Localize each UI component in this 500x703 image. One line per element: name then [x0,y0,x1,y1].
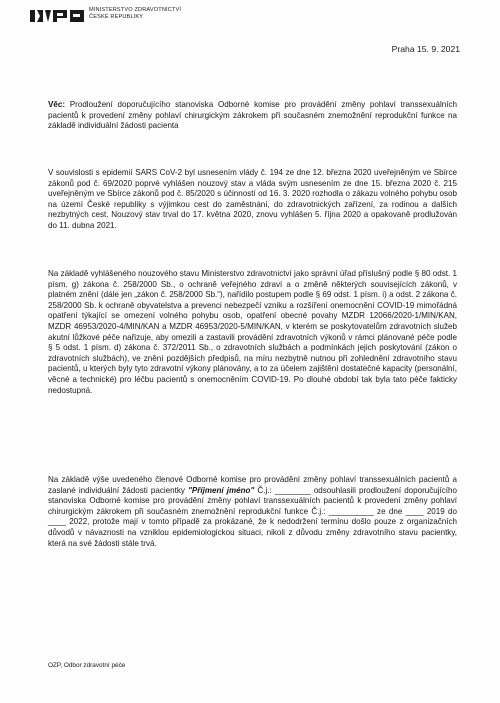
ministry-emblem-icon [30,7,85,23]
paragraph-3-part1: Na základě výše uvedeného členové Odborné komise pro provádění změny pohlaví transsexuálních pacientů a zaslané individuální žádosti pacientky [48,475,457,495]
paragraph-3-part2: Č.j.: ________ odsouhlasili prodloužení doporučujícího stanoviska Odborné komise pro provádění změny pohlaví transsexuálních pacientů k provedení změny pohlaví chirurgickým zákrokem při současném znemožnění reprodukční funkce Č.j.: __________ ze dne ____ 2019 do ____ 2022, protože mají v tomto případě za prokázané, že k nedodržení termínu došlo pouze z organizačních důvodů v návaznosti na vzniklou epidemiologickou situaci, nikoli z důvodu změny zdravotního stavu pacientky, která na své žádosti stále trvá. [48,485,457,548]
document-date: Praha 15. 9. 2021 [391,44,460,54]
ministry-name-line1: MINISTERSTVO ZDRAVOTNICTVÍ [89,7,182,13]
patient-name-placeholder: "Příjmení jméno" [188,485,255,495]
subject-block [48,100,457,132]
subject-text: Prodloužení doporučujícího stanoviska Odborné komise pro provádění změny pohlaví transsexuálních pacientů k provedení změny pohlaví chirurgickým zákrokem při současném znemožnění reprodukční funkce na základě individuální žádosti pacienta [48,100,457,131]
paragraph-3 [48,475,457,549]
ministry-name [89,7,181,21]
subject-label: Věc: [48,100,65,109]
ministry-name-line2: ČESKÉ REPUBLIKY [89,14,144,20]
footer-department: OZP, Odbor zdravotní péče [48,662,126,669]
ministry-logo [30,7,181,25]
paragraph-1: V souvislosti s epidemií SARS CoV-2 byl usnesením vlády č. 194 ze dne 12. března 2020 uveřejněným ve Sbírce zákonů pod č. 69/2020 poprvé vyhlášen nouzový stav a vláda svým usnesením ze dne 15. března 2020 č. 215 uveřejněným ve Sbírce zákonů pod č. 85/2020 s účinností od 16. 3. 2020 rozhodla o zákazu volného pohybu osob na území České republiky s výjimkou cest do zaměstnání, do zdravotnických zařízení, za rodinou a dalších nezbytných cest. Nouzový stav trval do 17. května 2020, znovu vyhlášen 5. října 2020 a opakovaně prodlužován do 11. dubna 2021. [48,168,457,230]
paragraph-2: Na základě vyhlášeného nouzového stavu Ministerstvo zdravotnictví jako správní úřad příslušný podle § 80 odst. 1 písm. g) zákona č. 258/2000 Sb., o ochraně veřejného zdraví a o změně některých souvisejících zákonů, v platném znění (dále jen „zákon č. 258/2000 Sb.“), nařídilo postupem podle § 69 odst. 1 písm. i) a odst. 2 zákona č. 258/2000 Sb. k ochraně obyvatelstva a prevenci nebezpečí vzniku a rozšíření onemocnění COVID-19 mimořádná opatření týkající se omezení volného pohybu osob, opatření obecné povahy MZDR 12066/2020-1/MIN/KAN, MZDR 46953/2020-4/MIN/KAN a MZDR 46953/2020-5/MIN/KAN, v kterém se poskytovatelům zdravotních služeb akutní lůžkové péče nařizuje, aby omezili a zastavili provádění zdravotních výkonů v rámci plánované péče podle § 5 odst. 1 písm. d) zákona č. 372/2011 Sb., o zdravotních službách a podmínkách jejich poskytování (zákon o zdravotních službách), ve znění pozdějších předpisů, na míru nezbytně nutnou při zohlednění zdravotního stavu pacientů, u kterých byly tyto zdravotní výkony plánovány, a to za účelem zajištění dostatečné kapacity (personální, věcné a technické) pro léčbu pacientů s onemocněním COVID-19. Po dlouhé období tak byla tato péče fakticky nedostupná. [48,269,457,395]
